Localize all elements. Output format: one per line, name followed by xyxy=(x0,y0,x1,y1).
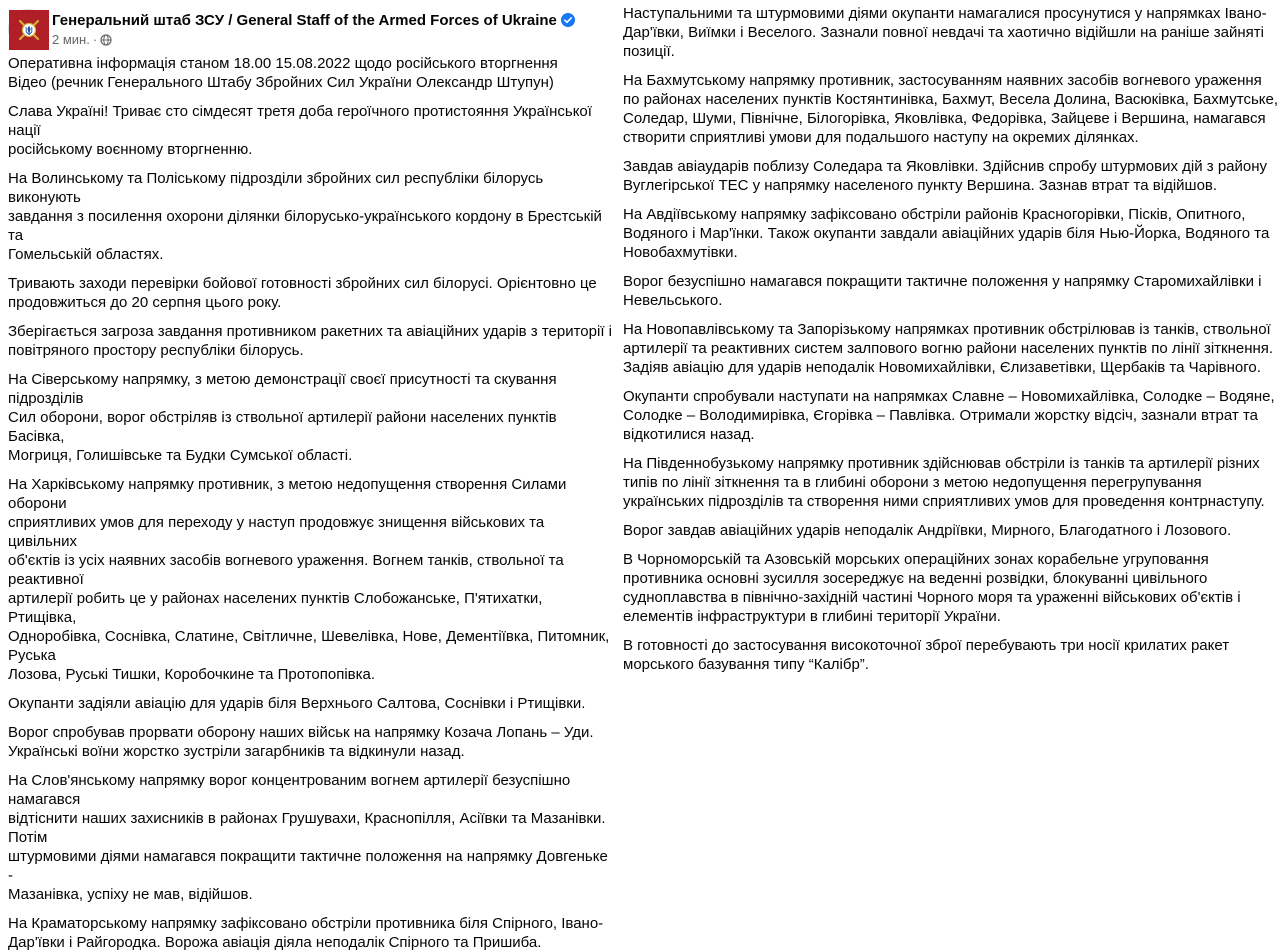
verified-badge-icon xyxy=(561,13,575,31)
post-paragraph: Зберігається загроза завдання противником ракетних та авіаційних ударів з території і повітряного простору республіки білорусь. xyxy=(8,323,612,359)
post-paragraph: На Бахмутському напрямку противник, застосуванням наявних засобів вогневого ураження по районах населених пунктів Костянтинівка, Бахмут, Весела Долина, Васюківка, Бахмутське, Соледар, Шуми, Північне, Білогорівка, Яковлівка, Федорівка, Зайцеве і Вершина, намагався створити сприятливі умови для подальшого наступу на окремих ділянках. xyxy=(623,72,1279,146)
right-column xyxy=(617,0,1280,680)
post-paragraph: На Новопавлівському та Запорізькому напрямках противник обстрілював із танків, ствольної артилерії та реактивних систем залпового вогню райони населених пунктів по лінії зіткнення. Задіяв авіацію для ударів неподалік Новомихайлівки, Єлизаветівки, Щербаків та Чарівного. xyxy=(623,321,1274,376)
post-timestamp-link[interactable]: 2 мин. xyxy=(52,32,90,47)
post-paragraph: На Краматорському напрямку зафіксовано обстріли противника біля Спірного, Івано- Дар'ївки і Райгородка. Ворожа авіація діяла неподалік Спірного та Пришиба. xyxy=(8,915,604,951)
page-name-link[interactable] xyxy=(52,12,575,31)
post-paragraph: В Чорноморській та Азовській морських операційних зонах корабельне угруповання противника основні зусилля зосереджує на веденні розвідки, блокуванні цивільного судноплавства в північно-західній частині Чорного моря та ураженні військових об'єктів і елементів інфраструктури в глибині території України. xyxy=(623,551,1241,625)
post-paragraph: На Харківському напрямку противник, з метою недопущення створення Силами оборони сприятливих умов для переходу у наступ продовжує знищення військових та цивільних об'єктів із усіх наявних засобів вогневого ураження. Вогнем танків, ствольної та реактивної артилерії робить це у районах населених пунктів Слобожанське, П'ятихатки, Ртищівка, Одноробівка, Соснівка, Слатине, Світличне, Шевелівка, Нове, Дементіївка, Питомник, Руська Лозова, Руські Тишки, Коробочкине та Протопопівка. xyxy=(8,476,610,683)
post-paragraph: Завдав авіаударів поблизу Соледара та Яковлівки. Здійснив спробу штурмових дій з району Вуглегірської ТЕС у напрямку населеного пункту Вершина. Зазнав втрат та відійшов. xyxy=(623,158,1268,194)
post-paragraph: Наступальними та штурмовими діями окупанти намагалися просунутися у напрямках Івано- Дар'ївки, Виїмки і Веселого. Зазнали повної невдачі та хаотично відійшли на раніше зайняті позиції. xyxy=(623,5,1267,60)
page-avatar[interactable] xyxy=(8,9,48,49)
post-paragraph: Оперативна інформація станом 18.00 15.08.2022 щодо російського вторгнення Відео (речник Генерального Штабу Збройних Сил України Олександр Штупун) xyxy=(8,55,558,91)
post-paragraph: Окупанти спробували наступати на напрямках Славне – Новомихайлівка, Солодке – Водяне, Солодке – Володимирівка, Єгорівка – Павлівка. Отримали жорстку відсіч, зазнали втрат та відкотилися назад. xyxy=(623,388,1275,443)
page-name-text[interactable]: Генеральний штаб ЗСУ / General Staff of the Armed Forces of Ukraine xyxy=(52,12,557,29)
post-paragraph: Ворог спробував прорвати оборону наших військ на напрямку Козача Лопань – Уди. Українські воїни жорстко зустріли загарбників та відкинули назад. xyxy=(8,724,594,760)
post-meta xyxy=(52,32,112,49)
post-body-right xyxy=(617,0,1280,674)
post-body-left xyxy=(0,54,617,952)
post-paragraph: На Слов'янському напрямку ворог концентрованим вогнем артилерії безуспішно намагався відтіснити наших захисників в районах Грушувахи, Краснопілля, Асіївки та Мазанівки. Потім штурмовими діями намагався покращити тактичне положення на напрямку Довгеньке - Мазанівка, успіху не мав, відійшов. xyxy=(8,772,608,903)
post-paragraph: На Авдіївському напрямку зафіксовано обстріли районів Красногорівки, Пісків, Опитного, Водяного і Мар'їнки. Також окупанти завдали авіаційних ударів біля Нью-Йорка, Водяного та Новобахмутівки. xyxy=(623,206,1270,261)
globe-icon[interactable] xyxy=(100,34,112,49)
post-paragraph: Ворог безуспішно намагався покращити тактичне положення у напрямку Старомихайлівки і Невельського. xyxy=(623,273,1262,309)
post-paragraph: На Волинському та Поліському підрозділи збройних сил республіки білорусь виконують завдання з посилення охорони ділянки білорусько-українського кордону в Брестській та Гомельській областях. xyxy=(8,170,602,263)
post-paragraph: Слава Україні! Триває сто сімдесят третя доба героїчного протистояння Української нації російському воєнному вторгненню. xyxy=(8,103,592,158)
post-header xyxy=(0,0,617,54)
post-paragraph: На Сіверському напрямку, з метою демонстрації своєї присутності та скування підрозділів Сил оборони, ворог обстріляв із ствольної артилерії райони населених пунктів Басівка, Могриця, Голишівське та Будки Сумської області. xyxy=(8,371,557,464)
post-paragraph: Окупанти задіяли авіацію для ударів біля Верхнього Салтова, Соснівки і Ртищівки. xyxy=(8,695,586,712)
left-column xyxy=(0,0,617,951)
meta-separator: · xyxy=(92,32,98,47)
post-paragraph: Тривають заходи перевірки бойової готовності збройних сил білорусі. Орієнтовно це продовжиться до 20 серпня цього року. xyxy=(8,275,597,311)
post-paragraph: Ворог завдав авіаційних ударів неподалік Андріївки, Мирного, Благодатного і Лозового. xyxy=(623,522,1232,539)
post-paragraph: В готовності до застосування високоточної зброї перебувають три носії крилатих ракет морського базування типу “Калібр”. xyxy=(623,637,1230,673)
post-paragraph: На Південнобузькому напрямку противник здійснював обстріли із танків та артилерії різних типів по лінії зіткнення та в глибині оборони з метою недопущення перегрупування українських підрозділів та створення ними сприятливих умов для проведення контрнаступу. xyxy=(623,455,1265,510)
general-staff-emblem-icon xyxy=(9,10,49,50)
